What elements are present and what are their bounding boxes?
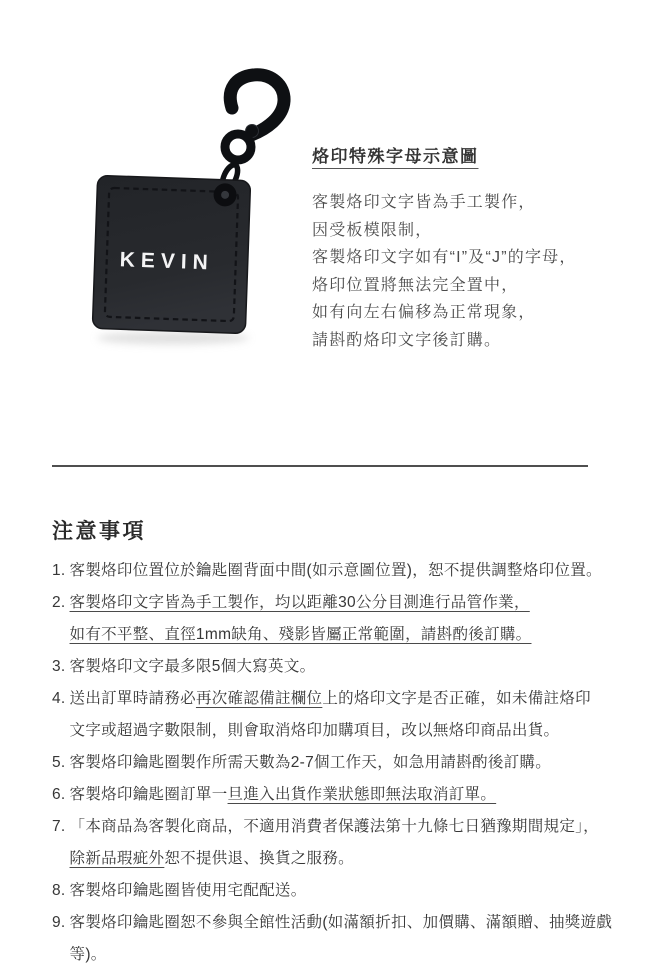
note-item-number: 9. — [52, 914, 66, 931]
note-item-number: 4. — [52, 690, 66, 707]
note-item-number: 7. — [52, 818, 66, 835]
illustration-note-line: 烙印位置將無法完全置中， — [312, 276, 519, 294]
illustration-note-line: 如有向左右偏移為正常現象， — [312, 304, 536, 321]
note-item-number: 6. — [52, 786, 66, 803]
note-item-number: 5. — [52, 754, 66, 771]
note-item — [52, 875, 618, 907]
note-item-text: 客製烙印文字皆為手工製作，均以距離30公分目測進行品管作業， 如有不平整、直徑1mm缺角、殘影皆屬正常範圍，請斟酌後訂購。 — [69, 594, 532, 643]
note-item — [52, 747, 618, 779]
section-divider — [52, 465, 588, 467]
illustration-note-title: 烙印特殊字母示意圖 — [312, 147, 479, 166]
note-item — [52, 587, 618, 651]
note-item-text: 客製烙印文字最多限5個大寫英文。 — [69, 658, 316, 675]
notes-list — [52, 555, 618, 971]
leather-tag — [92, 175, 250, 333]
notes-section — [52, 518, 618, 971]
illustration-note-line: 請斟酌烙印文字後訂購。 — [312, 331, 502, 349]
brand-text: KEVIN — [119, 248, 215, 275]
note-item-text: 客製烙印鑰匙圈皆使用宅配配送。 — [69, 882, 307, 899]
note-item-text: 客製烙印鑰匙圈製作所需天數為2-7個工作天，如急用請斟酌後訂購。 — [69, 754, 552, 771]
note-item-text: 「本商品為客製化商品，不適用消費者保護法第十九條七日猶豫期間規定」， 除新品瑕疵外恕不提供退、換貨之服務。 — [69, 818, 599, 867]
product-photo — [55, 55, 305, 355]
note-item-number: 2. — [52, 594, 66, 611]
note-item — [52, 907, 618, 971]
illustration-note-line: 客製烙印文字如有“I”及“J”的字母， — [312, 249, 577, 266]
note-item — [52, 811, 618, 875]
notes-heading: 注意事項 — [52, 520, 146, 543]
illustration-note-line: 因受板模限制， — [312, 221, 433, 239]
note-item-text: 送出訂單時請務必再次確認備註欄位上的烙印文字是否正確，如未備註烙印 文字或超過字數限制，則會取消烙印加購項目，改以無烙印商品出貨。 — [69, 690, 591, 739]
note-item-number: 3. — [52, 658, 66, 675]
illustration-note — [312, 142, 604, 354]
illustration-note-lines — [312, 189, 604, 354]
note-item — [52, 779, 618, 811]
note-item-text: 客製烙印鑰匙圈恕不參與全館性活動(如滿額折扣、加價購、滿額贈、抽獎遊戲等)。 — [69, 914, 613, 963]
keychain-illustration — [55, 55, 305, 355]
note-item — [52, 683, 618, 747]
note-item-text: 客製烙印位置位於鑰匙圈背面中間(如示意圖位置)，恕不提供調整烙印位置。 — [69, 562, 602, 579]
note-item — [52, 651, 618, 683]
illustration-note-line: 客製烙印文字皆為手工製作， — [312, 194, 536, 211]
note-item — [52, 555, 618, 587]
note-item-text: 客製烙印鑰匙圈訂單一旦進入出貨作業狀態即無法取消訂單。 — [69, 786, 497, 803]
note-item-number: 1. — [52, 562, 66, 579]
note-item-number: 8. — [52, 882, 66, 899]
swivel-ring-icon — [225, 134, 251, 160]
clasp-icon — [230, 75, 284, 138]
